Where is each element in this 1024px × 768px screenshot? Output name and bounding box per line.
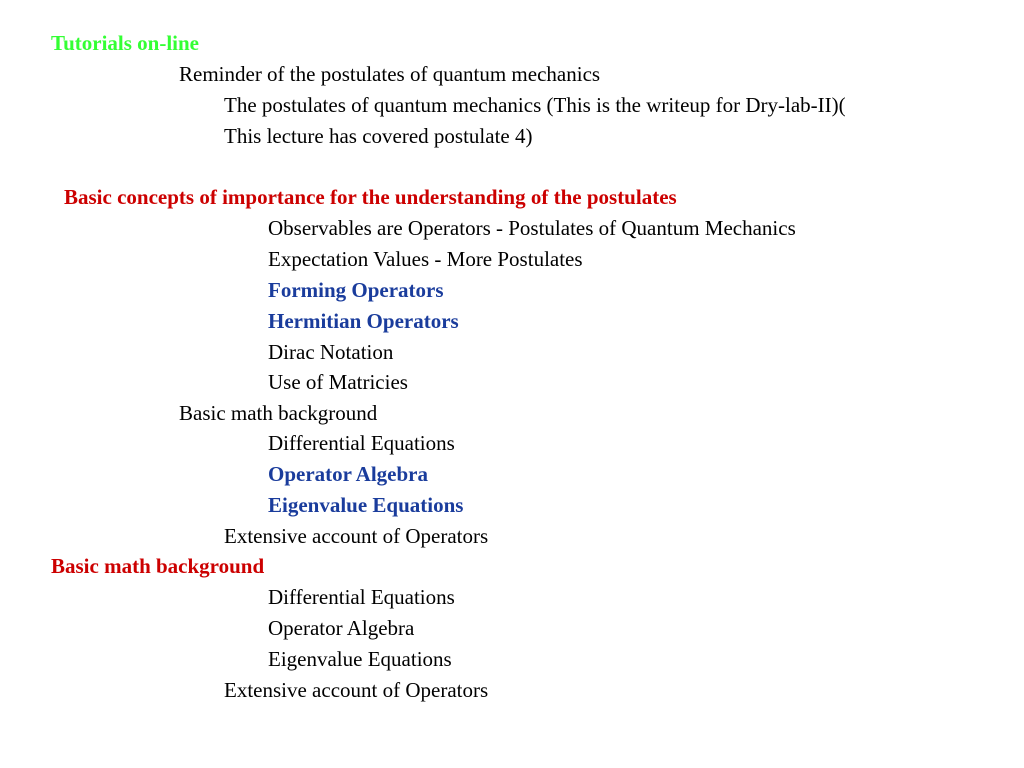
math-link-operator-algebra[interactable]: Operator Algebra	[268, 616, 415, 640]
math-heading[interactable]: Basic math background	[51, 554, 265, 578]
concept-link-hermitian-operators[interactable]: Hermitian Operators	[268, 309, 459, 333]
tutorials-heading[interactable]: Tutorials on-line	[51, 31, 200, 55]
math-link-eigenvalue[interactable]: Eigenvalue Equations	[268, 647, 452, 671]
math-sub-link-differential[interactable]: Differential Equations	[268, 431, 455, 455]
math-link-differential[interactable]: Differential Equations	[268, 585, 455, 609]
tutorial-note: This lecture has covered postulate 4)	[224, 124, 533, 148]
concept-link-expectation[interactable]: Expectation Values - More Postulates	[268, 247, 583, 271]
concept-link-forming-operators[interactable]: Forming Operators	[268, 278, 444, 302]
concept-link-dirac-notation[interactable]: Dirac Notation	[268, 340, 394, 364]
math-sub-link-operator-algebra[interactable]: Operator Algebra	[268, 462, 429, 486]
concepts-heading[interactable]: Basic concepts of importance for the understanding of the postulates	[64, 185, 677, 209]
math-link-extensive[interactable]: Extensive account of Operators	[224, 678, 489, 702]
concept-link-matricies[interactable]: Use of Matricies	[268, 370, 408, 394]
math-sub-link-eigenvalue[interactable]: Eigenvalue Equations	[268, 493, 464, 517]
math-subheading[interactable]: Basic math background	[179, 401, 378, 425]
tutorial-link-reminder[interactable]: Reminder of the postulates of quantum mechanics	[179, 62, 601, 86]
concept-link-observables[interactable]: Observables are Operators - Postulates of Quantum Mechanics	[268, 216, 796, 240]
math-sub-link-extensive[interactable]: Extensive account of Operators	[224, 524, 489, 548]
tutorial-link-postulates[interactable]: The postulates of quantum mechanics (This is the writeup for Dry-lab-II)(	[224, 93, 846, 117]
